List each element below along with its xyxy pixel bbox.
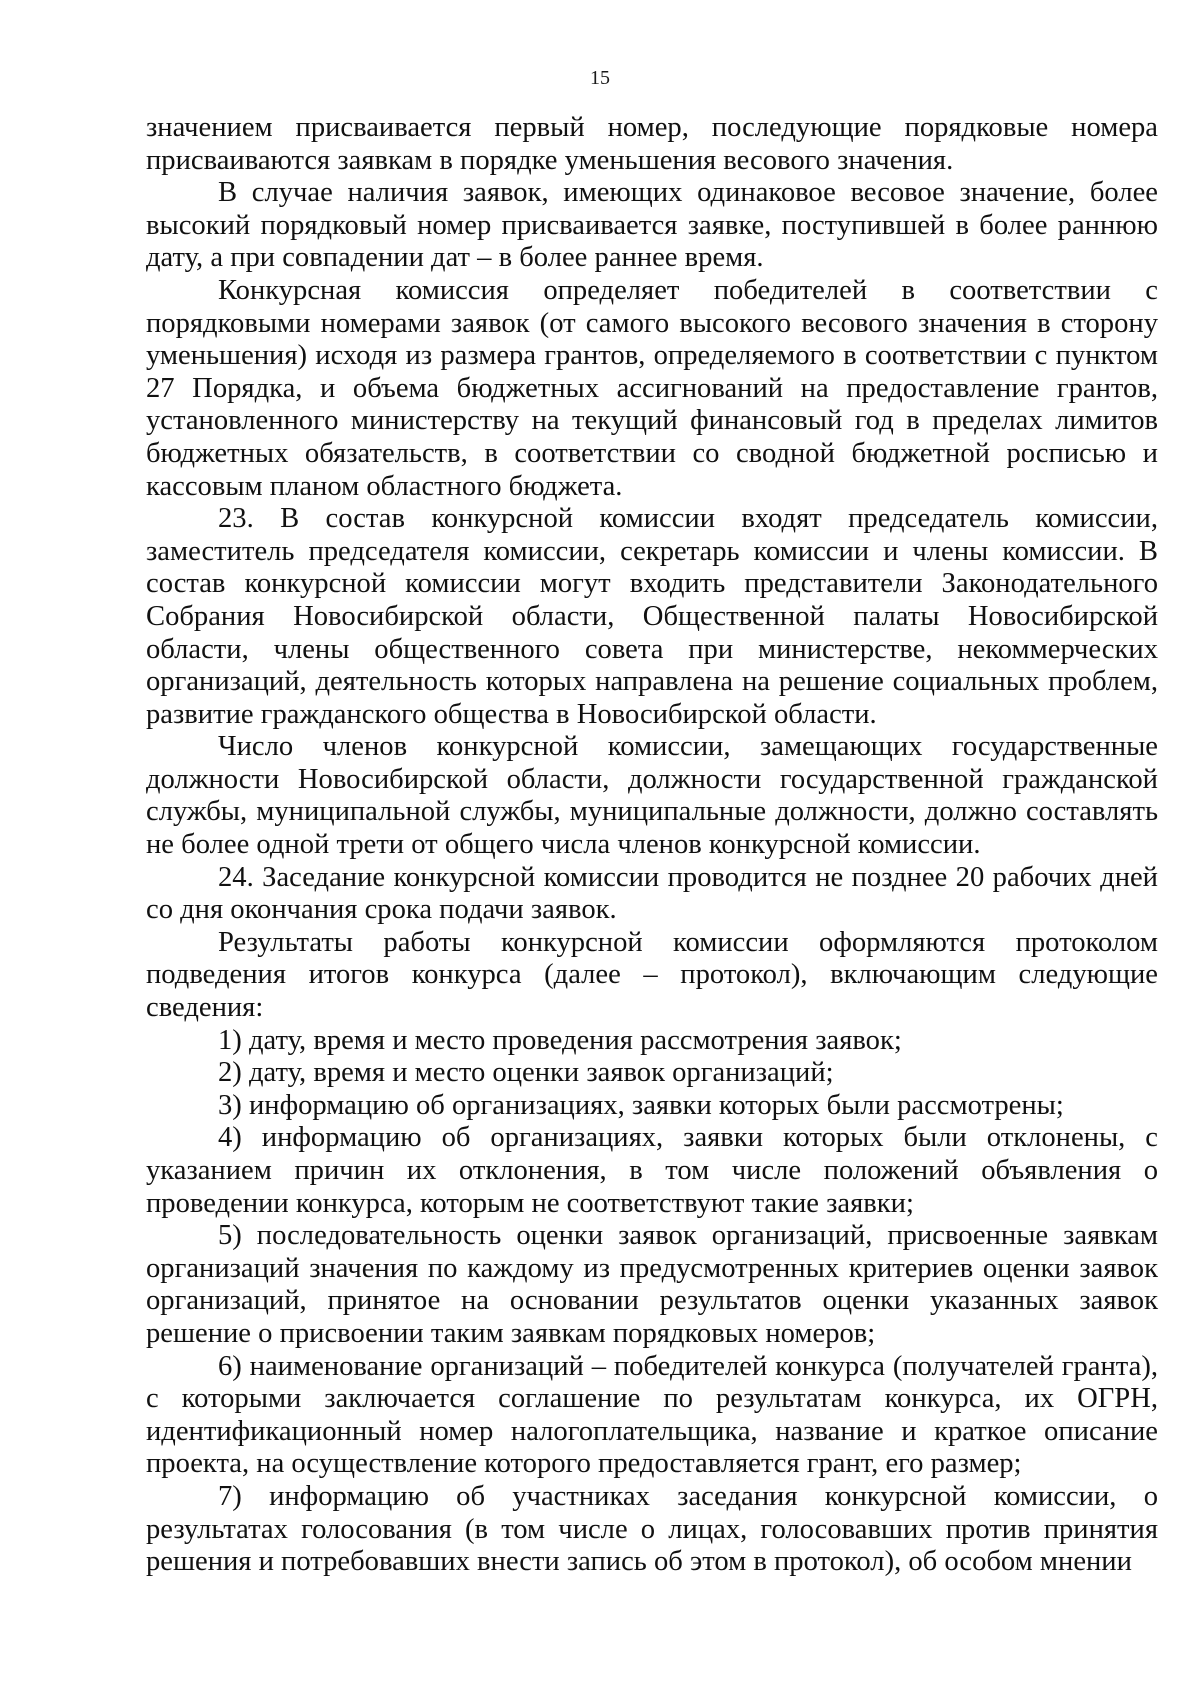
list-item-3: 3) информацию об организациях, заявки которых были рассмотрены;: [218, 1089, 1064, 1121]
list-item-6: 6) наименование организаций – победителей конкурса (получателей гранта), с которыми заключается соглашение по результатам конкурса, их ОГРН, идентификационный номер налогоплательщика, название и краткое описание проекта, на осуществление которого предоставляется грант, его размер;: [146, 1350, 1158, 1480]
paragraph-5: Число членов конкурсной комиссии, замещающих государственные должности Новосибирской области, должности государственной гражданской службы, муниципальной службы, муниципальные должности, должно составлять не более одной трети от общего числа членов конкурсной комиссии.: [146, 731, 1158, 861]
list-item-7: 7) информацию об участниках заседания конкурсной комиссии, о результатах голосования (в том числе о лицах, голосовавших против принятия решения и потребовавших внести запись об этом в протокол), об особом мнении: [146, 1480, 1158, 1578]
paragraph-2: В случае наличия заявок, имеющих одинаковое весовое значение, более высокий порядковый номер присваивается заявке, поступившей в более раннюю дату, а при совпадении дат – в более раннее время.: [146, 177, 1158, 274]
paragraph-7: Результаты работы конкурсной комиссии оформляются протоколом подведения итогов конкурса (далее – протокол), включающим следующие сведения:: [146, 926, 1158, 1024]
paragraph-4: 23. В состав конкурсной комиссии входят председатель комиссии, заместитель председателя комиссии, секретарь комиссии и члены комиссии. В состав конкурсной комиссии могут входить представители Законодательного Собрания Новосибирской области, Общественной палаты Новосибирской области, члены общественного совета при министерстве, некоммерческих организаций, деятельность которых направлена на решение социальных проблем, развитие гражданского общества в Новосибирской области.: [146, 503, 1158, 730]
list-item-5: 5) последовательность оценки заявок организаций, присвоенные заявкам организаций значения по каждому из предусмотренных критериев оценки заявок организаций, принятое на основании результатов оценки указанных заявок решение о присвоении таким заявкам порядковых номеров;: [146, 1220, 1158, 1349]
paragraph-3: Конкурсная комиссия определяет победителей в соответствии с порядковыми номерами заявок (от самого высокого весового значения в сторону уменьшения) исходя из размера грантов, определяемого в соответствии с пунктом 27 Порядка, и объема бюджетных ассигнований на предоставление грантов, установленного министерству на текущий финансовый год в пределах лимитов бюджетных обязательств, в соответствии со сводной бюджетной росписью и кассовым планом областного бюджета.: [146, 274, 1158, 502]
paragraph-6: 24. Заседание конкурсной комиссии проводится не позднее 20 рабочих дней со дня окончания срока подачи заявок.: [146, 861, 1158, 926]
page-number: 15: [590, 67, 610, 89]
document-body: [146, 112, 1158, 1579]
list-item-1: 1) дату, время и место проведения рассмотрения заявок;: [218, 1024, 902, 1056]
list-item-2: 2) дату, время и место оценки заявок организаций;: [218, 1057, 834, 1089]
paragraph-1: значением присваивается первый номер, последующие порядковые номера присваиваются заявкам в порядке уменьшения весового значения.: [146, 112, 1158, 176]
list-item-4: 4) информацию об организациях, заявки которых были отклонены, с указанием причин их отклонения, в том числе положений объявления о проведении конкурса, которым не соответствуют такие заявки;: [146, 1122, 1158, 1219]
